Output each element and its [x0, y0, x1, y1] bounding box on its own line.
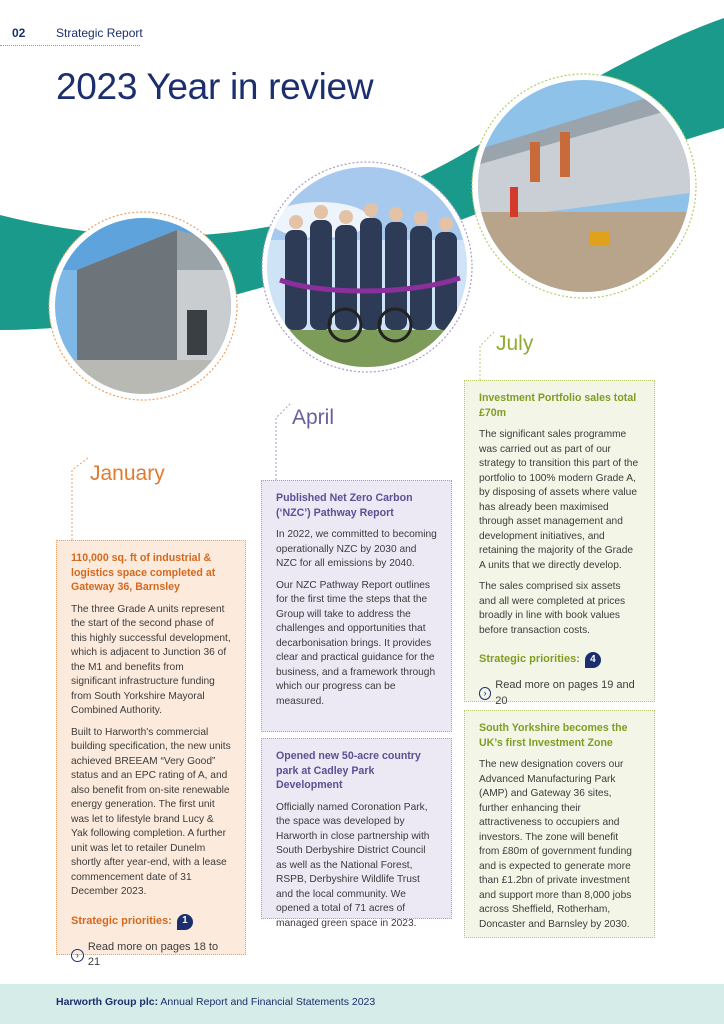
month-july: July	[496, 332, 534, 355]
april-nzc-heading: Published Net Zero Carbon (‘NZC’) Pathway Report	[276, 492, 413, 519]
footer-doc: Annual Report and Financial Statements 2023	[158, 996, 376, 1008]
july-zone-heading: South Yorkshire becomes the UK’s first Investment Zone	[479, 722, 628, 749]
strategic-priorities	[479, 652, 640, 668]
july-investment-zone-box	[464, 710, 655, 938]
read-more-link[interactable]	[479, 678, 640, 709]
priority-badge: 4	[585, 652, 601, 668]
read-more-link[interactable]	[71, 940, 231, 971]
priority-badge: 1	[177, 914, 193, 930]
strategic-priorities-label: Strategic priorities:	[479, 653, 580, 666]
month-april: April	[292, 406, 335, 429]
read-more-text: Read more on pages 19 and 20	[495, 679, 635, 707]
april-paragraph: Officially named Coronation Park, the space was developed by Harworth in close partnership with South Derbyshire District Council as well as the National Forest, RSPB, Derbyshire Wildlife Trust and the local community. We opened a total of 71 acres of managed green space in 2023.	[276, 801, 430, 929]
april-park-box	[261, 738, 452, 929]
july-paragraph: The new designation covers our Advanced Manufacturing Park (AMP) and Gateway 36 sites, further enhancing their attractiveness to occupiers and investors. The zone will benefit from £80m of government funding and is expected to generate more than £1.2bn of private investment and support more than 8,000 jobs across Sheffield, Rotherham, Doncaster and Barnsley by 2030.	[479, 759, 632, 930]
section-label: Strategic Report	[56, 26, 143, 40]
chevron-right-icon: ›	[479, 687, 491, 700]
january-paragraph: The three Grade A units represent the start of the second phase of this highly successful development, which is adjacent to Junction 36 of the M1 and benefits from significant infrastructure funding from South Yorkshire Mayoral Combined Authority.	[71, 603, 231, 717]
july-paragraph: The significant sales programme was carried out as part of our strategy to transition this part of the portfolio to 100% modern Grade A, by disposing of assets where value has already been maximised through asset management and development initiatives, and retaining the majority of the Grade A units that we directly develop.	[479, 429, 639, 571]
page-title: 2023 Year in review	[56, 66, 374, 107]
january-heading: 110,000 sq. ft of industrial & logistics space completed at Gateway 36, Barnsley	[71, 552, 216, 594]
footer-text	[56, 996, 375, 1008]
strategic-priorities-label: Strategic priorities:	[71, 914, 172, 927]
strategic-priorities	[71, 914, 231, 930]
footer-company: Harworth Group plc:	[56, 996, 159, 1008]
april-nzc-box	[261, 480, 452, 732]
page-number: 02	[12, 26, 26, 40]
july-sales-heading: Investment Portfolio sales total £70m	[479, 392, 637, 419]
january-paragraph: Built to Harworth's commercial building specification, the new units achieved BREEAM “Very Good” status and an EPC rating of A, and also benefit from on-site renewable energy generation. The first unit was let to lifestyle brand Lucy & Yak following completion. A further unit was let to retailer Dunelm shortly after year-end, with a lease commencement date of 31 December 2023.	[71, 726, 231, 898]
april-paragraph: In 2022, we committed to becoming operationally NZC by 2030 and NZC for all emissions by 2040.	[276, 529, 437, 570]
april-park-heading: Opened new 50-acre country park at Cadley Park Development	[276, 750, 421, 792]
read-more-text: Read more on pages 18 to 21	[87, 940, 219, 969]
january-box	[56, 540, 246, 969]
july-paragraph: The sales comprised six assets and all were completed at prices broadly in line with book values before transaction costs.	[479, 581, 626, 636]
chevron-right-icon: ›	[71, 949, 84, 962]
july-sales-box	[464, 380, 655, 707]
month-january: January	[90, 462, 165, 485]
april-paragraph: Our NZC Pathway Report outlines for the first time the steps that the Group will take to address the challenges and opportunities that decarbonisation brings. It provides clear and practical guidance for the business, and a framework through which our progress can be measured.	[276, 579, 436, 707]
